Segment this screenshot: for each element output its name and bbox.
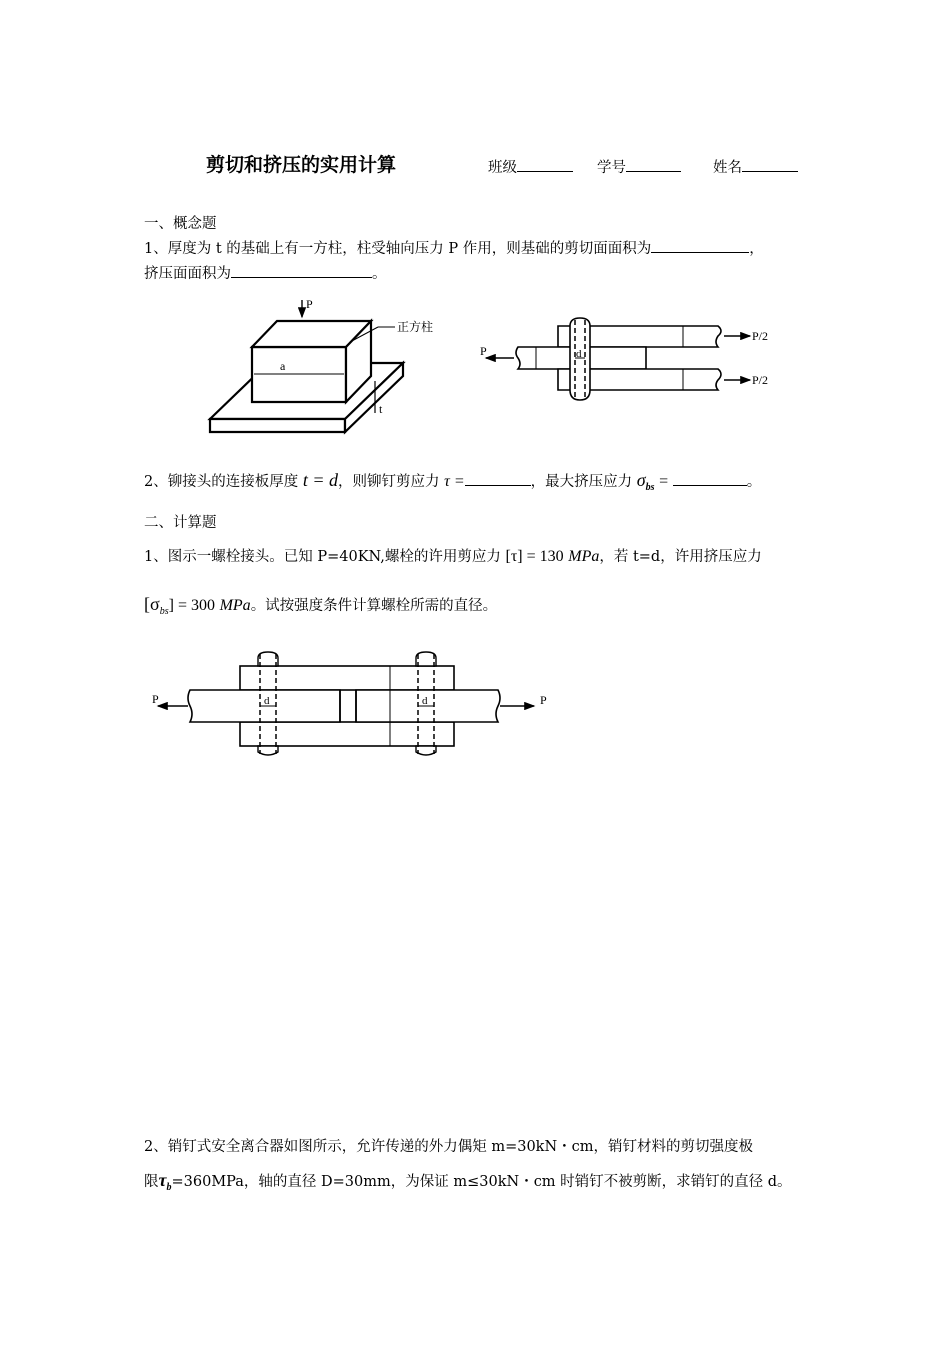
- figure-bolt-joint: [148, 648, 558, 756]
- class-label: 班级: [488, 160, 517, 176]
- sigma-allow-sub: bs: [159, 605, 169, 617]
- sigma-symbol: σ: [636, 470, 646, 490]
- rivet-shear-stress-blank[interactable]: [465, 485, 531, 486]
- label-a: a: [280, 359, 286, 373]
- s1-q2-mid: ，则铆钉剪应力: [338, 474, 440, 490]
- figure-column-on-base: [200, 295, 434, 440]
- tau-symbol: τ =: [444, 473, 465, 490]
- s1-q1-comma: ，: [749, 241, 764, 257]
- page-title: 剪切和挤压的实用计算: [206, 154, 397, 176]
- section2-heading: 二、计算题: [144, 515, 217, 531]
- s2-q1-prefix: 1、图示一螺栓接头。已知 P=40KN,螺栓的许用剪应力: [144, 549, 501, 565]
- number-blank[interactable]: [626, 171, 681, 172]
- label-p: P: [306, 297, 313, 311]
- label-d-left-bolt: d: [264, 695, 270, 707]
- label-p2-top: P/2: [752, 329, 769, 343]
- number-label: 学号: [597, 160, 626, 176]
- equals-sign: =: [659, 473, 669, 490]
- label-p-left-bolt: P: [152, 692, 159, 706]
- s2-q1-suffix: ，若 t=d，许用挤压应力: [599, 549, 762, 565]
- s2-q2-line2: [144, 1170, 792, 1193]
- sigma-allow-close: ] = 300: [168, 597, 215, 614]
- shear-area-blank[interactable]: [651, 252, 749, 253]
- s1-q2: [144, 470, 761, 493]
- label-t: t: [379, 402, 383, 416]
- figure-rivet-joint: [478, 318, 788, 408]
- s1-q1-period: 。: [372, 266, 387, 282]
- section1-heading: 一、概念题: [144, 216, 217, 232]
- s1-q2-end: 。: [746, 474, 762, 490]
- s2-q1-line2: [144, 594, 497, 617]
- tau-allow-expr: [τ] = 130: [505, 548, 564, 565]
- unit-mpa-2: MPa: [219, 597, 251, 614]
- class-field: [488, 156, 573, 177]
- s1-q2-mid2: ，最大挤压应力: [530, 474, 633, 490]
- s2-q1-line1: [144, 545, 762, 566]
- s1-q1-text2: 挤压面面积为: [144, 266, 231, 282]
- s2-q2-prefix: 限: [144, 1174, 159, 1190]
- s1-q1-line2: [144, 262, 387, 283]
- label-d-rivet: d: [576, 348, 582, 360]
- tau-b-sub: b: [166, 1181, 172, 1193]
- label-d-right-bolt: d: [422, 695, 428, 707]
- max-bearing-stress-blank[interactable]: [673, 485, 747, 486]
- s1-q1-text: 1、厚度为 t 的基础上有一方柱，柱受轴向压力 P 作用，则基础的剪切面面积为: [144, 241, 652, 257]
- number-field: [597, 156, 681, 177]
- sigma-allow-open: [σ: [144, 594, 160, 614]
- bearing-area-blank[interactable]: [231, 277, 372, 278]
- s2-q2-suffix: =360MPa，轴的直径 D=30mm，为保证 m≤30kN・cm 时销钉不被剪断，求销钉的直径 d。: [171, 1174, 792, 1190]
- s2-q1-line2-suffix: 。试按强度条件计算螺栓所需的直径。: [250, 598, 498, 614]
- label-p-left: P: [480, 344, 487, 358]
- name-label: 姓名: [713, 160, 742, 176]
- sigma-sub: bs: [645, 481, 655, 493]
- class-blank[interactable]: [517, 171, 573, 172]
- s1-q1-line1: [144, 237, 764, 258]
- cond-t-equals-d: t = d: [302, 470, 338, 490]
- s2-q2-line1: 2、销钉式安全离合器如图所示，允许传递的外力偶矩 m=30kN・cm，销钉材料的剪切强度极: [144, 1139, 754, 1155]
- label-p-right-bolt: P: [540, 693, 547, 707]
- name-blank[interactable]: [742, 171, 798, 172]
- label-square-column: 正方柱: [397, 320, 434, 334]
- tau-b-symbol: τ: [158, 1170, 167, 1190]
- s1-q2-prefix: 2、铆接头的连接板厚度: [144, 474, 299, 490]
- name-field: [713, 156, 798, 177]
- label-p2-bottom: P/2: [752, 373, 769, 387]
- unit-mpa-1: MPa: [568, 548, 600, 565]
